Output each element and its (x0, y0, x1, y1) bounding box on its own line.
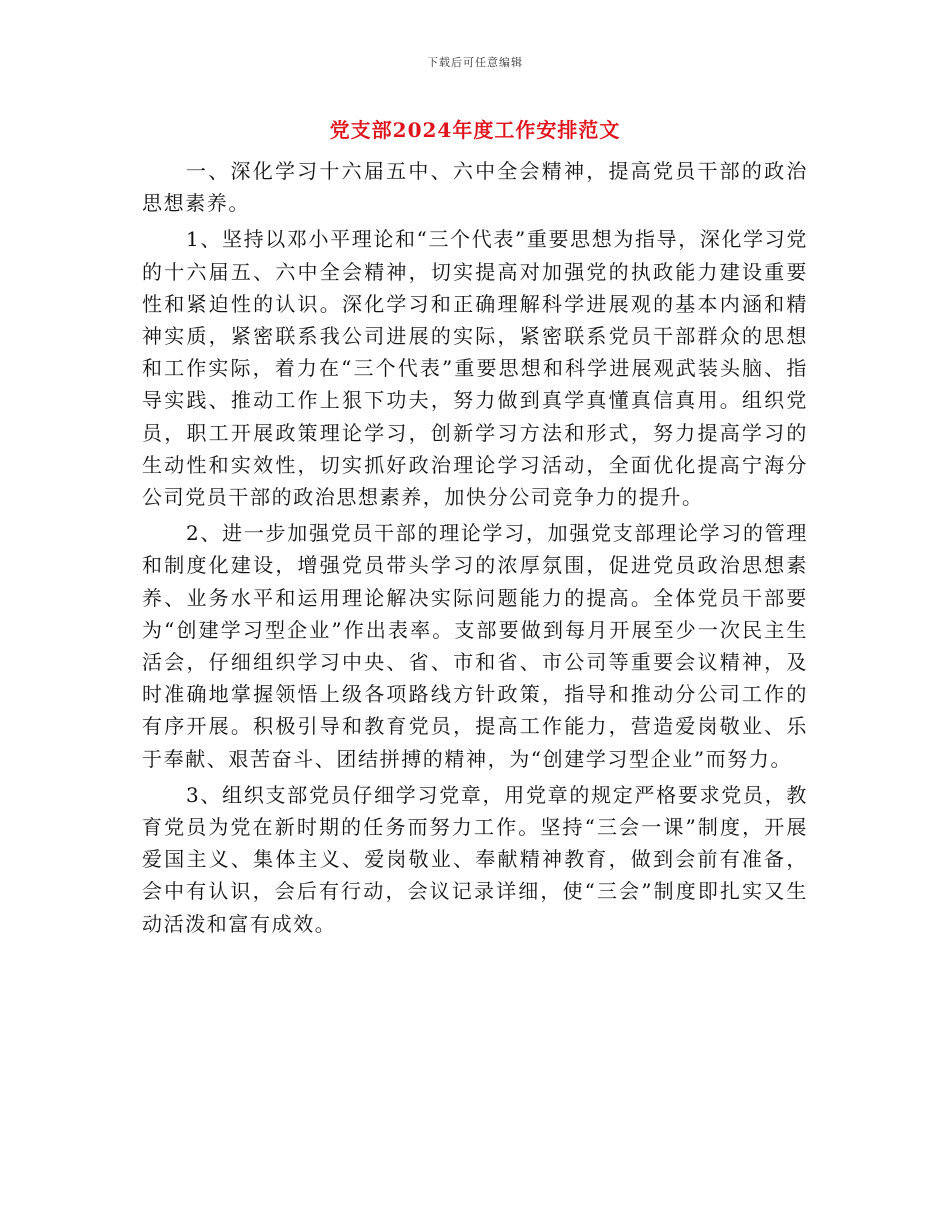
paragraph-item-2: 2、进一步加强党员干部的理论学习，加强党支部理论学习的管理和制度化建设，增强党员带头学习的浓厚氛围，促进党员政治思想素养、业务水平和运用理论解决实际问题能力的提高。全体党员干部要为“创建学习型企业”作出表率。支部要做到每月开展至少一次民主生活会，仔细组织学习中央、省、市和省、市公司等重要会议精神，及时准确地掌握领悟上级各项路线方针政策，指导和推动分公司工作的有序开展。积极引导和教育党员，提高工作能力，营造爱岗敬业、乐于奉献、艰苦奋斗、团结拼搏的精神，为“创建学习型企业”而努力。 (142, 521, 808, 771)
document-title: 党支部2024年度工作安排范文 (329, 118, 621, 142)
document-body (142, 155, 808, 940)
paragraph-section-heading: 一、深化学习十六届五中、六中全会精神，提高党员干部的政治思想素养。 (142, 159, 808, 216)
paragraph-item-1: 1、坚持以邓小平理论和“三个代表”重要思想为指导，深化学习党的十六届五、六中全会精神，切实提高对加强党的执政能力建设重要性和紧迫性的认识。深化学习和正确理解科学进展观的基本内涵和精神实质，紧密联系我公司进展的实际，紧密联系党员干部群众的思想和工作实际，着力在“三个代表”重要思想和科学进展观武装头脑、指导实践、推动工作上狠下功夫，努力做到真学真懂真信真用。组织党员，职工开展政策理论学习，创新学习方法和形式，努力提高学习的生动性和实效性，切实抓好政治理论学习活动，全面优化提高宁海分公司党员干部的政治思想素养，加快分公司竞争力的提升。 (142, 227, 808, 510)
header-note: 下载后可任意编辑 (427, 56, 523, 69)
paragraph-item-3: 3、组织支部党员仔细学习党章，用党章的规定严格要求党员，教育党员为党在新时期的任务而努力工作。坚持“三会一课”制度，开展爱国主义、集体主义、爱岗敬业、奉献精神教育，做到会前有准备，会中有认识，会后有行动，会议记录详细，使“三会”制度即扎实又生动活泼和富有成效。 (142, 782, 808, 936)
